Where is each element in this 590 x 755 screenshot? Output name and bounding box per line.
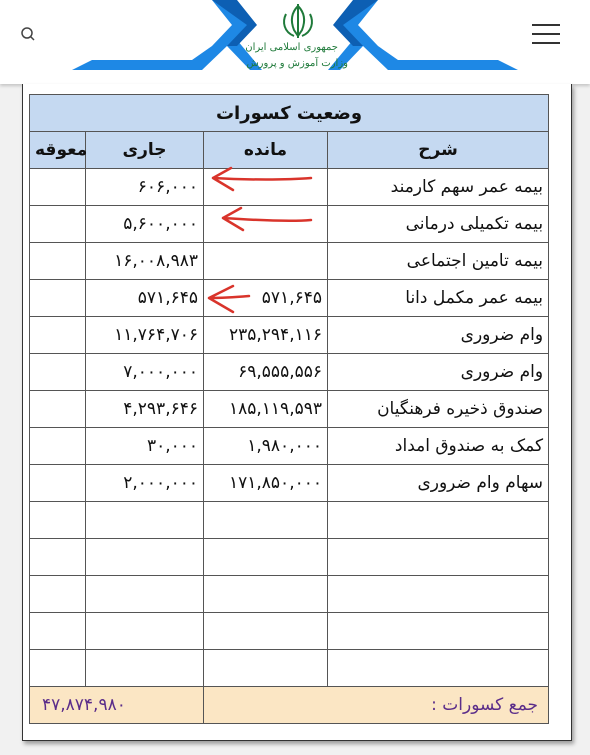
column-headers bbox=[30, 132, 549, 169]
table-row bbox=[30, 391, 549, 428]
cell-current bbox=[86, 539, 204, 576]
org-name-line1: جمهوری اسلامی ایران bbox=[245, 42, 338, 53]
cell-overdue bbox=[30, 206, 86, 243]
table-row bbox=[30, 539, 549, 576]
cell-description: وام ضروری bbox=[328, 354, 549, 391]
cell-description bbox=[328, 539, 549, 576]
cell-remaining bbox=[204, 539, 328, 576]
table-row bbox=[30, 354, 549, 391]
cell-overdue bbox=[30, 502, 86, 539]
cell-overdue bbox=[30, 391, 86, 428]
cell-current: ۱۶,۰۰۸,۹۸۳ bbox=[86, 243, 204, 280]
cell-remaining: ۶۹,۵۵۵,۵۵۶ bbox=[204, 354, 328, 391]
search-icon[interactable] bbox=[20, 26, 36, 42]
table-row bbox=[30, 428, 549, 465]
table-row bbox=[30, 465, 549, 502]
cell-remaining: ۱۷۱,۸۵۰,۰۰۰ bbox=[204, 465, 328, 502]
header-overdue: معوقه bbox=[30, 132, 86, 169]
cell-overdue bbox=[30, 613, 86, 650]
red-arrow-annotation bbox=[219, 204, 319, 234]
table-row bbox=[30, 576, 549, 613]
app-header bbox=[0, 0, 590, 84]
cell-description: بیمه تامین اجتماعی bbox=[328, 243, 549, 280]
header-current: جاری bbox=[86, 132, 204, 169]
cell-remaining: ۱۸۵,۱۱۹,۵۹۳ bbox=[204, 391, 328, 428]
cell-current bbox=[86, 502, 204, 539]
total-row bbox=[30, 687, 549, 724]
cell-current: ۴,۲۹۳,۶۴۶ bbox=[86, 391, 204, 428]
cell-current: ۵۷۱,۶۴۵ bbox=[86, 280, 204, 317]
cell-current bbox=[86, 650, 204, 687]
cell-description: صندوق ذخیره فرهنگیان bbox=[328, 391, 549, 428]
cell-current bbox=[86, 576, 204, 613]
cell-remaining: ۱,۹۸۰,۰۰۰ bbox=[204, 428, 328, 465]
cell-overdue bbox=[30, 243, 86, 280]
cell-description: بیمه عمر سهم کارمند bbox=[328, 169, 549, 206]
cell-overdue bbox=[30, 539, 86, 576]
cell-current: ۵,۶۰۰,۰۰۰ bbox=[86, 206, 204, 243]
cell-remaining bbox=[204, 576, 328, 613]
cell-remaining: ۲۳۵,۲۹۴,۱۱۶ bbox=[204, 317, 328, 354]
cell-description bbox=[328, 613, 549, 650]
table-row bbox=[30, 243, 549, 280]
total-label: جمع کسورات : bbox=[204, 687, 549, 724]
cell-overdue bbox=[30, 465, 86, 502]
red-arrow-annotation bbox=[207, 164, 317, 194]
cell-current: ۳۰,۰۰۰ bbox=[86, 428, 204, 465]
cell-current: ۶۰۶,۰۰۰ bbox=[86, 169, 204, 206]
header-remaining: مانده bbox=[204, 132, 328, 169]
table-row bbox=[30, 317, 549, 354]
cell-remaining bbox=[204, 650, 328, 687]
cell-remaining bbox=[204, 243, 328, 280]
cell-description: سهام وام ضروری bbox=[328, 465, 549, 502]
cell-current: ۲,۰۰۰,۰۰۰ bbox=[86, 465, 204, 502]
iran-emblem-icon bbox=[276, 2, 320, 42]
cell-description: بیمه تکمیلی درمانی bbox=[328, 206, 549, 243]
cell-description: بیمه عمر مکمل دانا bbox=[328, 280, 549, 317]
cell-overdue bbox=[30, 650, 86, 687]
cell-remaining bbox=[204, 502, 328, 539]
cell-overdue bbox=[30, 428, 86, 465]
cell-current: ۷,۰۰۰,۰۰۰ bbox=[86, 354, 204, 391]
cell-overdue bbox=[30, 576, 86, 613]
total-value: ۴۷,۸۷۴,۹۸۰ bbox=[30, 687, 204, 724]
cell-overdue bbox=[30, 354, 86, 391]
cell-description: وام ضروری bbox=[328, 317, 549, 354]
table-row bbox=[30, 502, 549, 539]
cell-remaining bbox=[204, 613, 328, 650]
cell-current: ۱۱,۷۶۴,۷۰۶ bbox=[86, 317, 204, 354]
red-arrow-annotation bbox=[203, 282, 253, 316]
table-row bbox=[30, 613, 549, 650]
cell-description bbox=[328, 650, 549, 687]
deductions-card bbox=[22, 84, 572, 741]
table-row bbox=[30, 650, 549, 687]
header-description: شرح bbox=[328, 132, 549, 169]
table-title: وضعیت کسورات bbox=[30, 95, 549, 132]
cell-remaining: ۵۷۱,۶۴۵ bbox=[204, 280, 328, 317]
cell-description: کمک به صندوق امداد bbox=[328, 428, 549, 465]
cell-overdue bbox=[30, 169, 86, 206]
cell-description bbox=[328, 502, 549, 539]
hamburger-menu-icon[interactable] bbox=[532, 24, 560, 46]
cell-overdue bbox=[30, 280, 86, 317]
table-row bbox=[30, 280, 549, 317]
cell-description bbox=[328, 576, 549, 613]
cell-overdue bbox=[30, 317, 86, 354]
cell-current bbox=[86, 613, 204, 650]
org-name-line2: وزارت آموزش و پرورش bbox=[246, 58, 348, 69]
